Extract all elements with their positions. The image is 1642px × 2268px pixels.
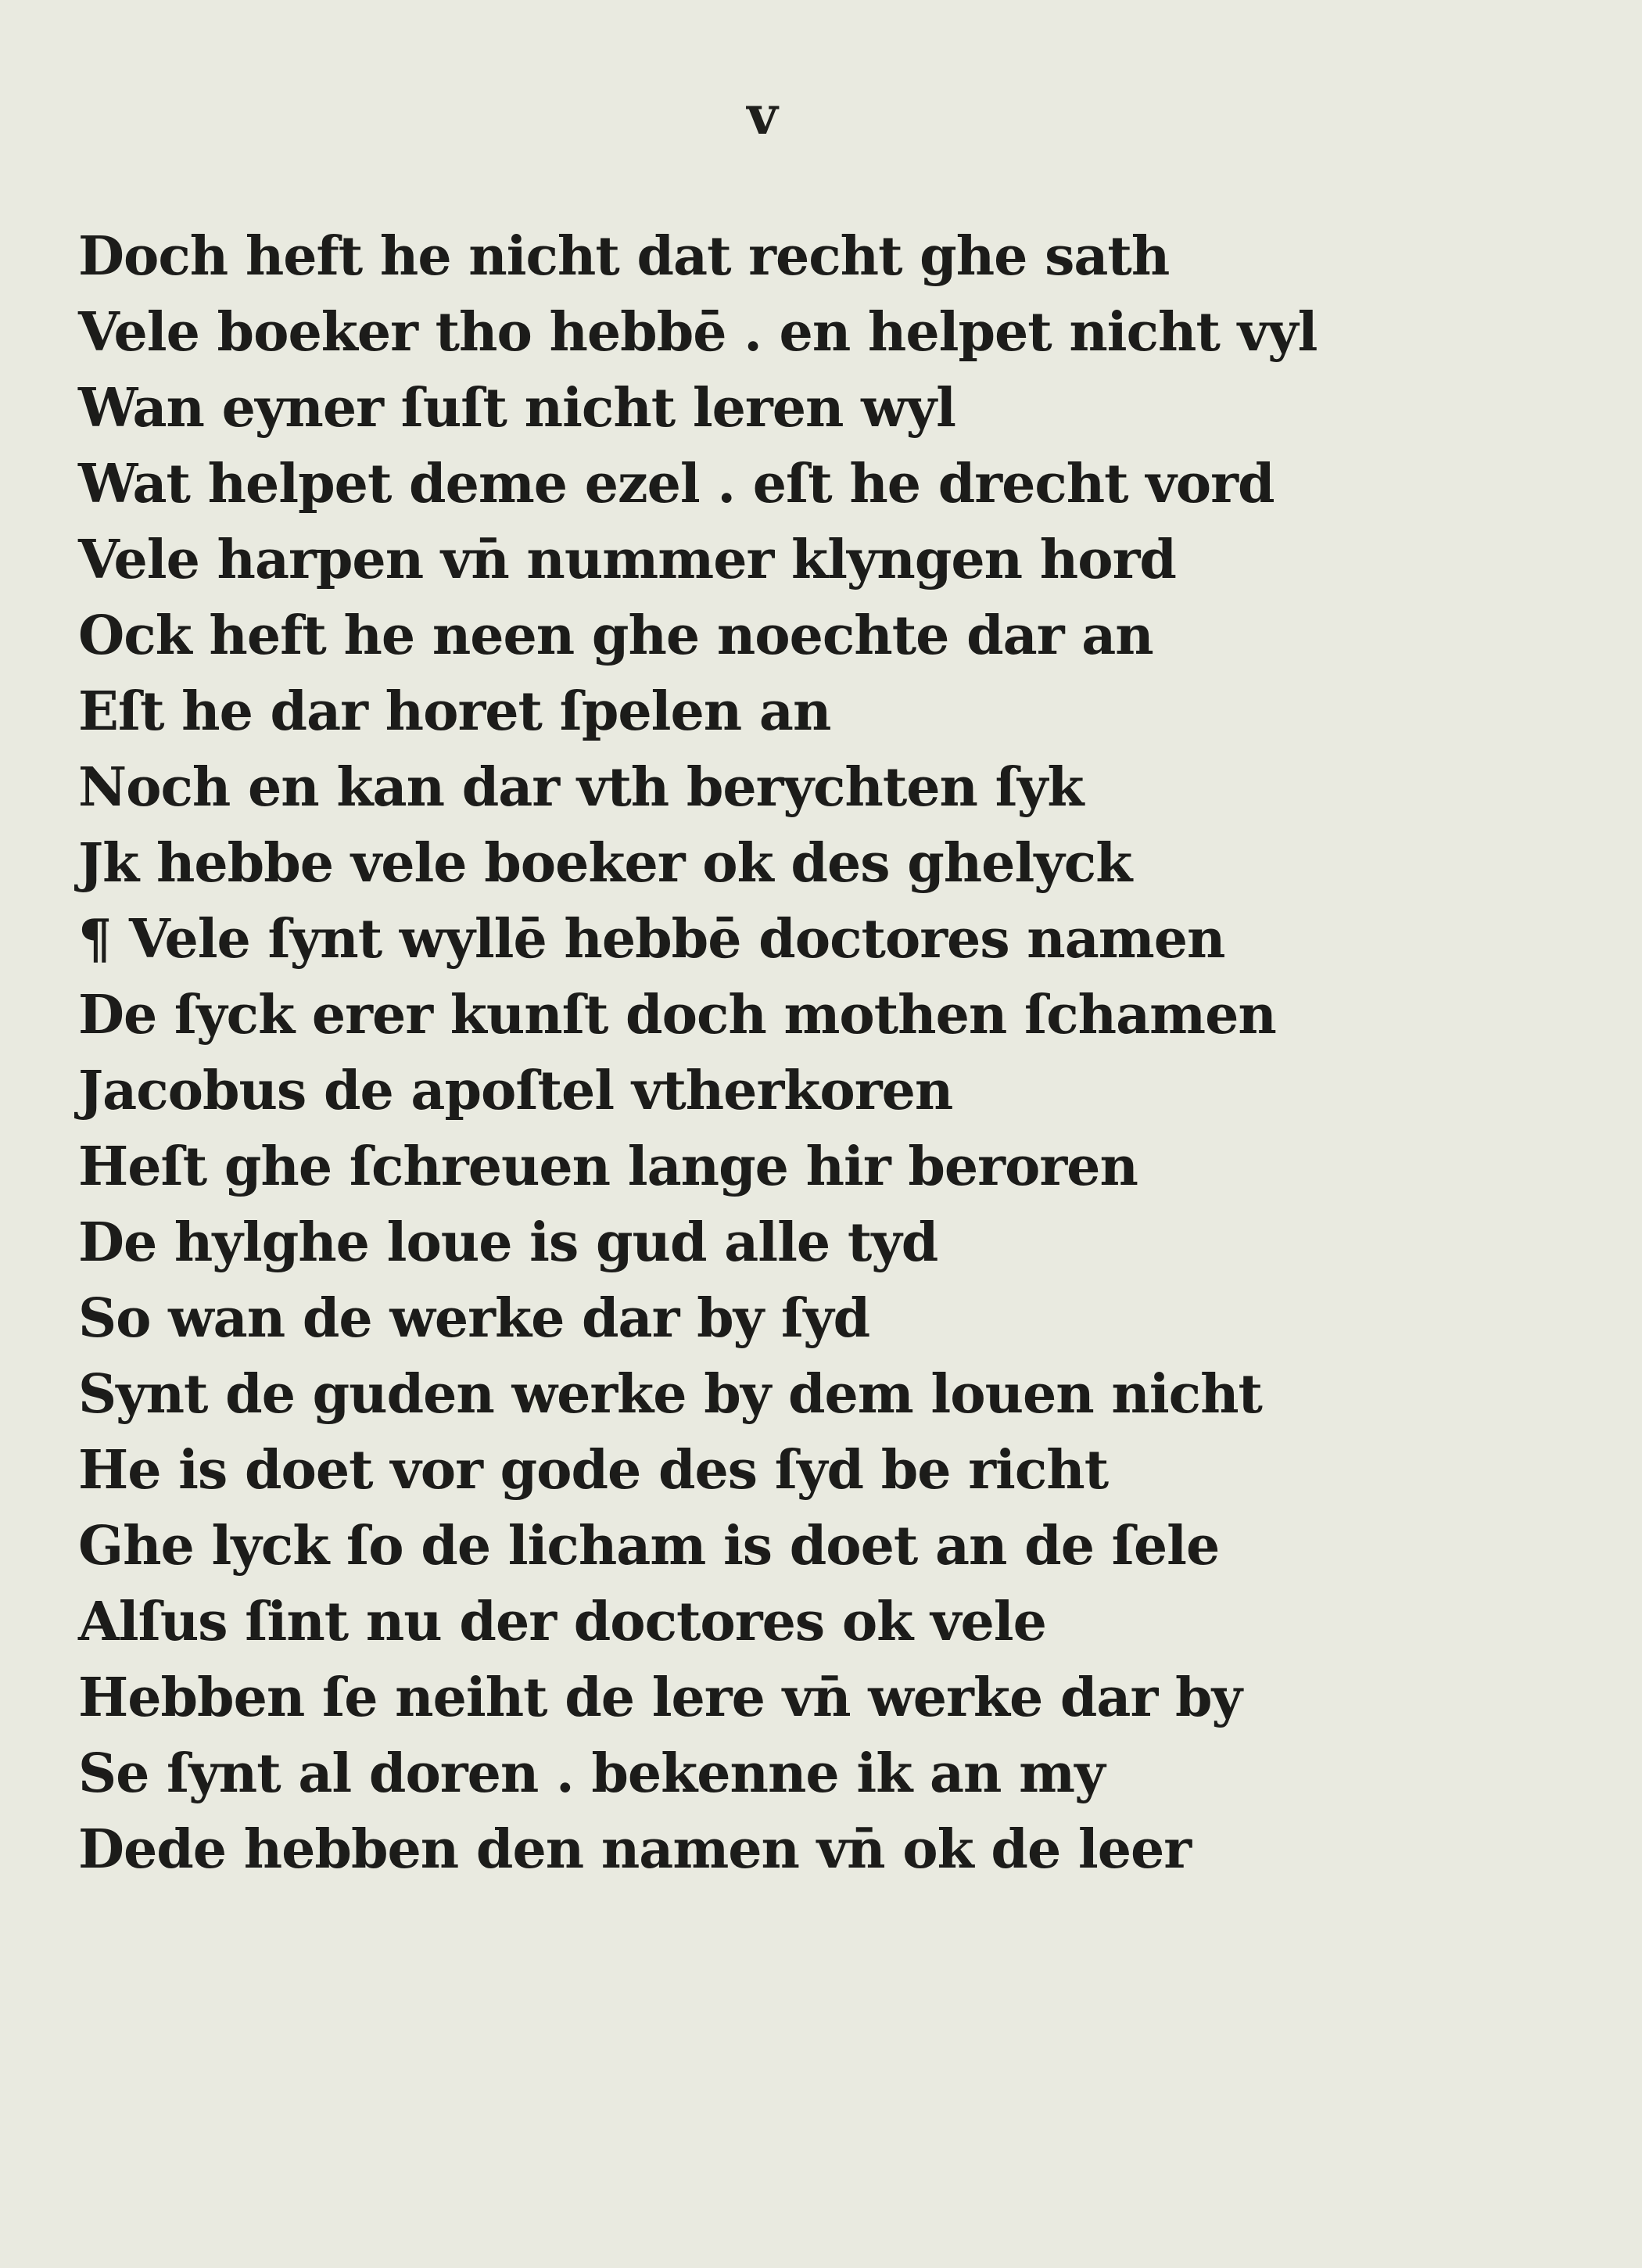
verse-line: Dede hebben den namen vn̄ ok de leer — [78, 1818, 1192, 1881]
verse-line: De ſyck erer kunſt doch mothen ſchamen — [78, 984, 1276, 1046]
verse-line: Jacobus de apoſtel vtherkoren — [78, 1060, 953, 1122]
signature-mark: v — [747, 84, 778, 147]
verse-line: Doch heft he nicht dat recht ghe sath — [78, 225, 1170, 288]
verse-line: Ghe lyck ſo de licham is doet an de ſele — [78, 1515, 1220, 1577]
verse-line: So wan de werke dar by ſyd — [78, 1287, 870, 1350]
verse-line: Vele boeker tho hebbē . en helpet nicht vyl — [78, 301, 1318, 364]
verse-line: Wat helpet deme ezel . eſt he drecht vord — [78, 453, 1275, 515]
verse-line: De hylghe loue is gud alle tyd — [78, 1211, 938, 1274]
verse-line: Noch en kan dar vth berychten ſyk — [78, 756, 1084, 819]
verse-line: ¶ Vele ſynt wyllē hebbē doctores namen — [78, 908, 1225, 971]
verse-line: He is doet vor gode des ſyd be richt — [78, 1439, 1109, 1502]
verse-line: Se ſynt al doren . bekenne ik an my — [78, 1742, 1105, 1805]
verse-line: Eſt he dar horet ſpelen an — [78, 680, 831, 743]
verse-line: Alſus ſint nu der doctores ok vele — [78, 1591, 1046, 1653]
verse-line: Wan eyner ſuſt nicht leren wyl — [78, 377, 956, 440]
verse-line: Ock heft he neen ghe noechte dar an — [78, 605, 1153, 667]
verse-line: Hebben ſe neiht de lere vn̄ werke dar by — [78, 1667, 1242, 1729]
verse-line: Jk hebbe vele boeker ok des ghelyck — [78, 832, 1132, 895]
verse-line: Vele harpen vn̄ nummer klyngen hord — [78, 529, 1176, 591]
verse-line: Heſt ghe ſchreuen lange hir beroren — [78, 1136, 1138, 1198]
verse-text — [78, 219, 1564, 1888]
verse-line: Synt de guden werke by dem louen nicht — [78, 1363, 1262, 1426]
